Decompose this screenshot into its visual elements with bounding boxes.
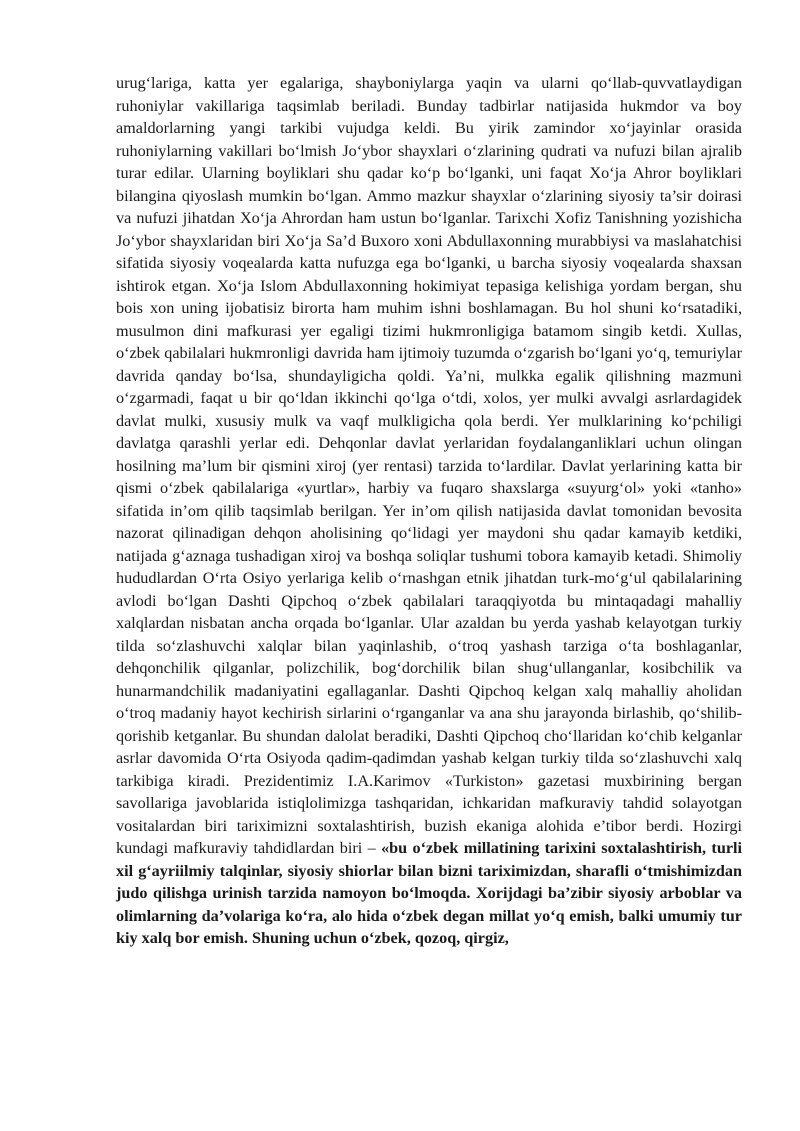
paragraph-bold-quote: «bu o‘zbek millatining tarixini soxtalashtirish, turli xil g‘ayriilmiy talqinlar, siyosiy shiorlar bilan bizni tariximizdan, sharafli o‘tmishimizdan judo qilishga urinish tarzida namoyon bo‘lmoqda. Xorijdagi ba’zibir siyosiy arboblar va olimlarning da’volariga ko‘ra, alo hida o‘zbek degan millat yo‘q emish, balki umumiy tur kiy xalq bor emish. Shuning uchun o‘zbek, qozoq, qirgiz,	[116, 839, 742, 947]
paragraph-text: urug‘lariga, katta yer egalariga, shayboniylarga yaqin va ularni qo‘llab-quvvatlaydigan ruhoniylar vakillariga taqsimlab beriladi. Bunday tadbirlar natijasida hukmdor va boy amaldorlarning yangi tarkibi vujudga keldi. Bu yirik zamindor xo‘jayinlar orasida ruhoniylarning vakillari bo‘lmish Jo‘ybor shayxlari o‘zlarining qudrati va nufuzi bilan ajralib turar edilar. Ularning boyliklari shu qadar ko‘p bo‘lganki, uni faqat Xo‘ja Ahror boyliklari bilangina qiyoslash mumkin bo‘lgan. Ammo mazkur shayxlar o‘zlarining siyosiy ta’sir doirasi va nufuzi jihatdan Xo‘ja Ahrordan ham ustun bo‘lganlar. Tarixchi Xofiz Tanishning yozishicha Jo‘ybor shayxlaridan biri Xo‘ja Sa’d Buxoro xoni Abdullaxonning murabbiysi va maslahatchisi sifatida siyosiy voqealarda katta nufuzga ega bo‘lganki, u barcha siyosiy voqealarda shaxsan ishtirok etgan. Xo‘ja Islom Abdullaxonning hokimiyat tepasiga kelishiga yordam bergan, shu bois xon uning ijobatisiz birorta ham muhim ishni boshlamagan. Bu hol shuni ko‘rsatadiki, musulmon dini mafkurasi yer egaligi tizimi hukmronligiga batamom singib ketdi. Xullas, o‘zbek qabilalari hukmronligi davrida ham ijtimoiy tuzumda o‘zgarish bo‘lgani yo‘q, temuriylar davrida qanday bo‘lsa, shundayligicha qoldi. Ya’ni, mulkka egalik qilishning mazmuni o‘zgarmadi, faqat u bir qo‘ldan ikkinchi qo‘lga o‘tdi, xolos, yer mulki avvalgi asrlardagidek davlat mulki, xususiy mulk va vaqf mulkligicha qola berdi. Yer mulklarining ko‘pchiligi davlatga qarashli yerlar edi. Dehqonlar davlat yerlaridan foydalanganliklari uchun olingan hosilning ma’lum bir qismini xiroj (yer rentasi) tarzida to‘lardilar. Davlat yerlarining katta bir qismi o‘zbek qabilalariga «yurtlar», harbiy va fuqaro shaxslarga «suyurg‘ol» yoki «tanho» sifatida in’om qilib taqsimlab berilgan. Yer in’om qilish natijasida davlat tomonidan bevosita nazorat qilinadigan dehqon aholisining qo‘lidagi yer maydoni shu qadar kamayib ketdiki, natijada g‘aznaga tushadigan xiroj va boshqa soliqlar tushumi tobora kamayib ketadi. Shimoliy hududlardan O‘rta Osiyo yerlariga kelib o‘rnashgan etnik jihatdan turk-mo‘g‘ul qabilalarining avlodi bo‘lgan Dashti Qipchoq o‘zbek qabilalari taraqqiyotda bu mintaqadagi mahalliy xalqlardan nisbatan ancha orqada bo‘lganlar. Ular azaldan bu yerda yashab kelayotgan turkiy tilda so‘zlashuvchi xalqlar bilan yaqinlashib, o‘troq yashash tarziga o‘ta boshlaganlar, dehqonchilik qilganlar, polizchilik, bog‘dorchilik bilan shug‘ullanganlar, kosibchilik va hunarmandchilik madaniyatini egallaganlar. Dashti Qipchoq kelgan xalq mahalliy aholidan o‘troq madaniy hayot kechirish sirlarini o‘rganganlar va ana shu jarayonda birlashib, qo‘shilib-qorishib ketganlar. Bu shundan dalolat beradiki, Dashti Qipchoq cho‘llaridan ko‘chib kelganlar asrlar davomida O‘rta Osiyoda qadim-qadimdan yashab kelgan turkiy tilda so‘zlashuvchi xalq tarkibiga kiradi. Prezidentimiz I.A.Karimov «Turkiston» gazetasi muxbirining bergan savollariga javoblarida istiqlolimizga tashqaridan, ichkaridan mafkuraviy tahdid solayotgan vositalardan biri tariximizni soxtalashtirish, buzish ekaniga alohida e’tibor berdi. Hozirgi kundagi mafkuraviy tahdidlardan biri –	[116, 74, 742, 857]
document-page	[116, 72, 742, 950]
body-paragraph	[116, 72, 742, 950]
